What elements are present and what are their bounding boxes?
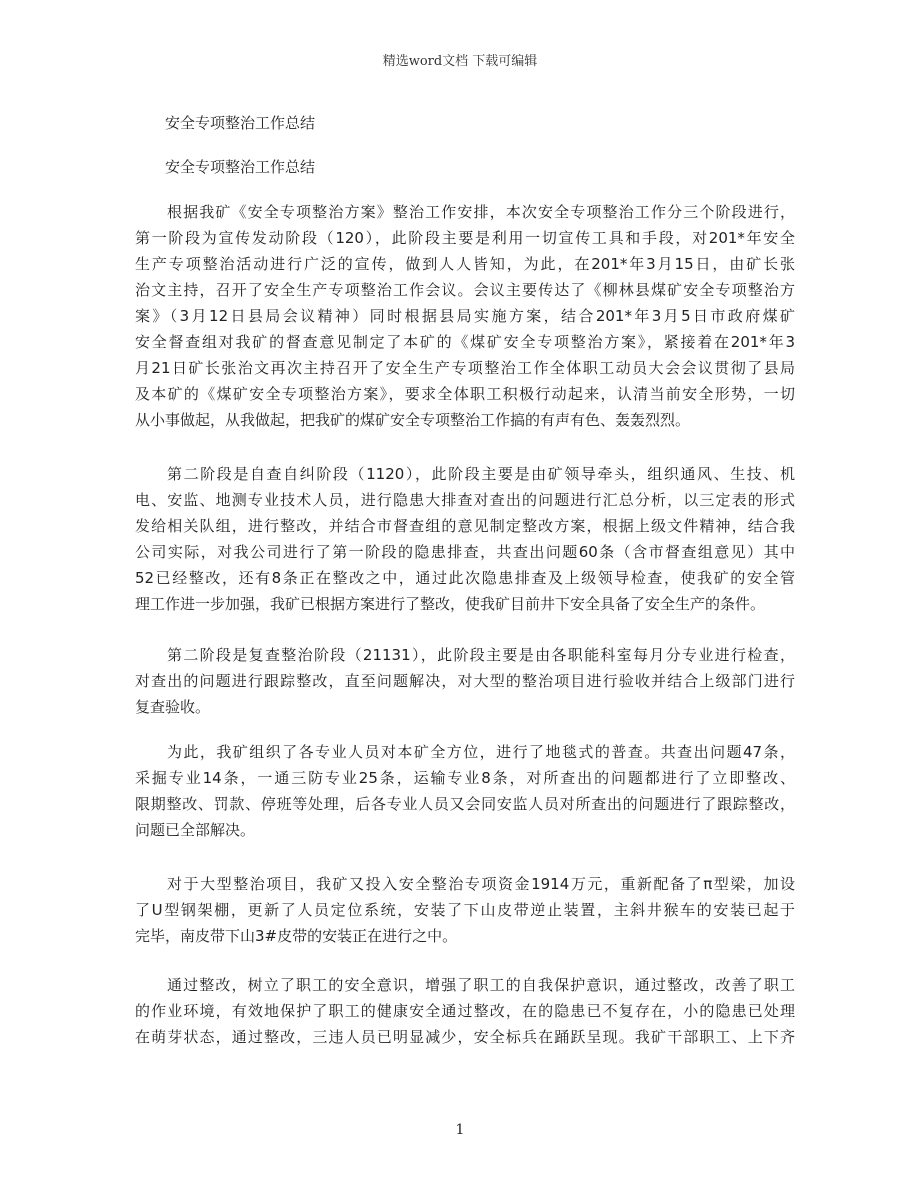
text-line: 及本矿的《煤矿安全专项整治方案》，要求全体职工积极行动起来，认清当前安全形势，一切 bbox=[135, 385, 795, 403]
text-line: 限期整改、罚款、停班等处理，后各专业人员又会同安监人员对所查出的问题进行了跟踪整改， bbox=[135, 795, 795, 813]
paragraph bbox=[135, 871, 795, 949]
paragraph bbox=[135, 199, 795, 433]
text-line: 发给相关队组，进行整改，并结合市督查组的意见制定整改方案，根据上级文件精神，结合我 bbox=[135, 517, 795, 535]
page-number: 1 bbox=[455, 1122, 465, 1138]
paragraph bbox=[135, 739, 795, 843]
text-line: 第二阶段是自查自纠阶段（1120），此阶段主要是由矿领导牵头，组织通风、生技、机 bbox=[167, 465, 795, 483]
page-header: 精选word文档 下载可编辑 bbox=[382, 54, 538, 69]
text-line: 通过整改，树立了职工的安全意识，增强了职工的自我保护意识，通过整改，改善了职工 bbox=[167, 976, 795, 994]
text-line: 生产专项整治活动进行广泛的宣传，做到人人皆知，为此，在201*年3月15日，由矿长张 bbox=[135, 255, 795, 273]
text-line: 电、安监、地测专业技术人员，进行隐患大排查对查出的问题进行汇总分析，以三定表的形式 bbox=[135, 491, 795, 509]
text-line: 案》（3月12日县局会议精神）同时根据县局实施方案，结合201*年3月5日市政府煤矿 bbox=[135, 307, 795, 325]
text-line: 治文主持，召开了安全生产专项整治工作会议。会议主要传达了《柳林县煤矿安全专项整治方 bbox=[135, 281, 795, 299]
paragraph bbox=[135, 972, 795, 1050]
document-subtitle: 安全专项整治工作总结 bbox=[165, 158, 316, 176]
text-line: 月21日矿长张治文再次主持召开了安全生产专项整治工作全体职工动员大会会议贯彻了县局 bbox=[135, 359, 795, 377]
text-line: 理工作进一步加强，我矿已根据方案进行了整改，使我矿目前井下安全具备了安全生产的条件。 bbox=[135, 595, 766, 613]
text-line: 第一阶段为宣传发动阶段（120），此阶段主要是利用一切宣传工具和手段，对201*年安全 bbox=[135, 229, 795, 247]
text-line: 根据我矿《安全专项整治方案》整治工作安排，本次安全专项整治工作分三个阶段进行， bbox=[167, 203, 795, 221]
text-line: 在萌芽状态，通过整改，三违人员已明显减少，安全标兵在踊跃呈现。我矿干部职工、上下齐 bbox=[135, 1028, 795, 1046]
text-line: 完毕，南皮带下山3#皮带的安装正在进行之中。 bbox=[135, 927, 458, 945]
text-line: 问题已全部解决。 bbox=[135, 821, 256, 839]
paragraph bbox=[135, 461, 795, 617]
document-title: 安全专项整治工作总结 bbox=[165, 114, 316, 132]
text-line: 为此，我矿组织了各专业人员对本矿全方位，进行了地毯式的普查。共查出问题47条， bbox=[167, 743, 795, 761]
paragraph bbox=[135, 642, 795, 720]
text-line: 了U型钢架棚，更新了人员定位系统，安装了下山皮带逆止装置，主斜井猴车的安装已起于 bbox=[135, 901, 795, 919]
text-line: 复查验收。 bbox=[135, 698, 211, 716]
text-line: 采掘专业14条，一通三防专业25条，运输专业8条，对所查出的问题都进行了立即整改、 bbox=[135, 769, 795, 787]
text-line: 的作业环境，有效地保护了职工的健康安全通过整改，在的隐患已不复存在，小的隐患已处理 bbox=[135, 1002, 795, 1020]
text-line: 对查出的问题进行跟踪整改，直至问题解决，对大型的整治项目进行验收并结合上级部门进行 bbox=[135, 672, 795, 690]
text-line: 第二阶段是复查整治阶段（21131），此阶段主要是由各职能科室每月分专业进行检查， bbox=[167, 646, 795, 664]
text-line: 公司实际，对我公司进行了第一阶段的隐患排查，共查出问题60条（含市督查组意见）其中 bbox=[135, 543, 795, 561]
text-line: 对于大型整治项目，我矿又投入安全整治专项资金1914万元，重新配备了π型梁，加设 bbox=[167, 875, 795, 893]
text-line: 52已经整改，还有8条正在整改之中，通过此次隐患排查及上级领导检查，使我矿的安全管 bbox=[135, 569, 795, 587]
text-line: 从小事做起，从我做起，把我矿的煤矿安全专项整治工作搞的有声有色、轰轰烈烈。 bbox=[135, 411, 691, 429]
text-line: 安全督查组对我矿的督查意见制定了本矿的《煤矿安全专项整治方案》，紧接着在201*年3 bbox=[135, 333, 795, 351]
